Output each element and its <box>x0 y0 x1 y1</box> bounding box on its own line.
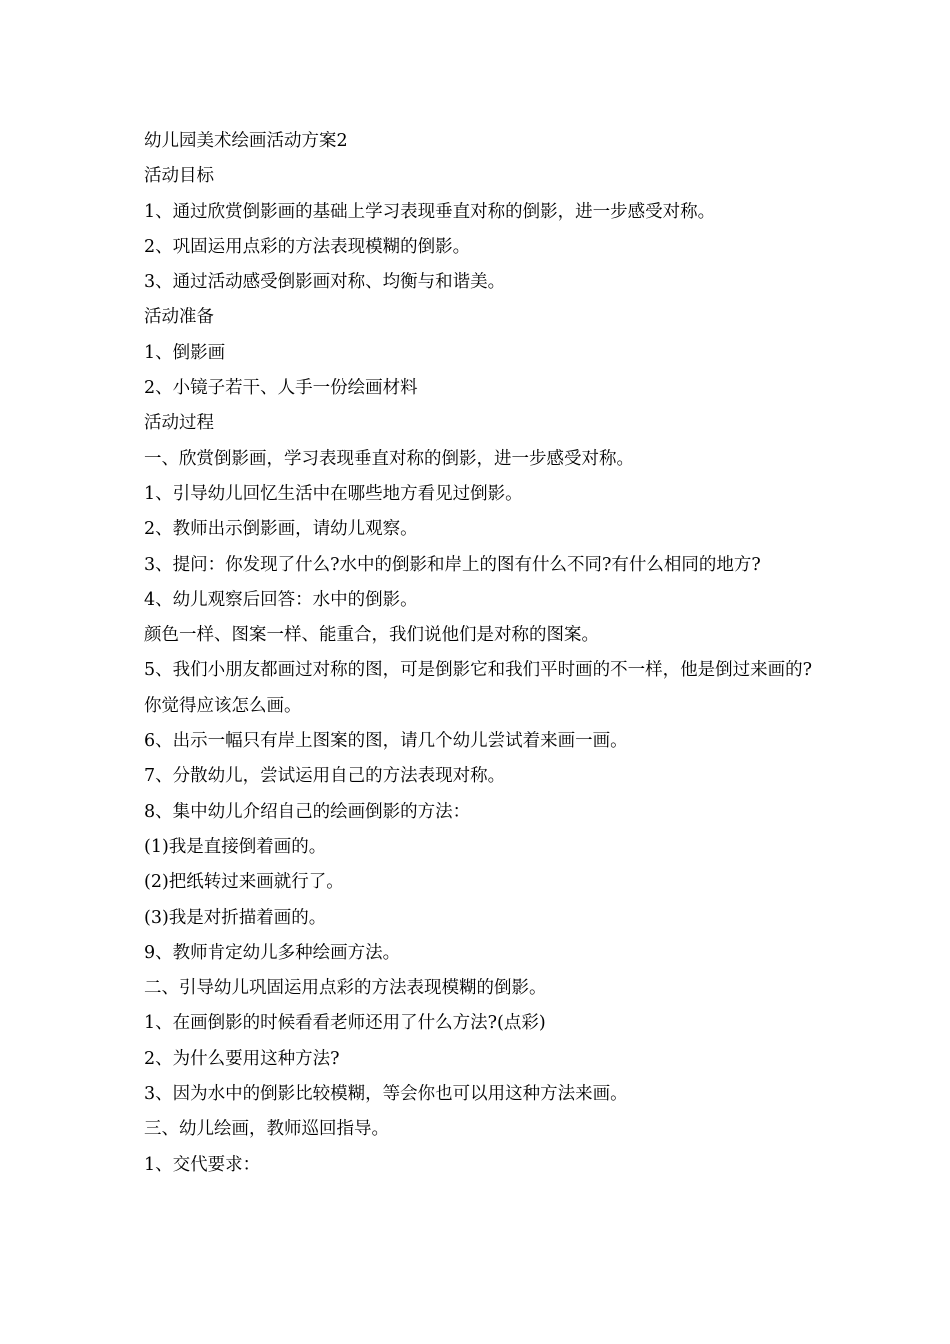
paragraph: 1、通过欣赏倒影画的基础上学习表现垂直对称的倒影，进一步感受对称。 <box>144 201 716 222</box>
paragraph: 1、在画倒影的时候看看老师还用了什么方法?(点彩) <box>144 1013 546 1034</box>
paragraph: 2、小镜子若干、人手一份绘画材料 <box>144 378 418 399</box>
paragraph: 1、引导幼儿回忆生活中在哪些地方看见过倒影。 <box>144 483 523 504</box>
paragraph: 7、分散幼儿，尝试运用自己的方法表现对称。 <box>144 766 506 787</box>
paragraph: 8、集中幼儿介绍自己的绘画倒影的方法： <box>144 801 471 822</box>
section-heading-goals: 活动目标 <box>144 166 214 187</box>
document-body <box>144 124 824 1183</box>
paragraph: 3、提问：你发现了什么?水中的倒影和岸上的图有什么不同?有什么相同的地方? <box>144 554 761 575</box>
paragraph: 4、幼儿观察后回答：水中的倒影。 <box>144 589 418 610</box>
paragraph: 一、欣赏倒影画，学习表现垂直对称的倒影，进一步感受对称。 <box>144 448 634 469</box>
paragraph: 二、引导幼儿巩固运用点彩的方法表现模糊的倒影。 <box>144 978 547 999</box>
section-heading-preparation: 活动准备 <box>144 307 214 328</box>
document-title: 幼儿园美术绘画活动方案2 <box>144 131 348 151</box>
paragraph: 2、教师出示倒影画，请幼儿观察。 <box>144 519 418 540</box>
paragraph: 2、巩固运用点彩的方法表现模糊的倒影。 <box>144 236 471 257</box>
paragraph: 1、倒影画 <box>144 342 226 363</box>
paragraph: 9、教师肯定幼儿多种绘画方法。 <box>144 942 401 963</box>
paragraph: 1、交代要求： <box>144 1154 261 1175</box>
paragraph: 3、通过活动感受倒影画对称、均衡与和谐美。 <box>144 272 506 293</box>
section-heading-process: 活动过程 <box>144 413 214 434</box>
paragraph: (3)我是对折描着画的。 <box>144 907 327 928</box>
paragraph: (2)把纸转过来画就行了。 <box>144 872 344 893</box>
paragraph: (1)我是直接倒着画的。 <box>144 836 327 857</box>
paragraph: 三、幼儿绘画，教师巡回指导。 <box>144 1119 389 1140</box>
paragraph: 6、出示一幅只有岸上图案的图，请几个幼儿尝试着来画一画。 <box>144 731 628 752</box>
paragraph: 你觉得应该怎么画。 <box>144 695 302 716</box>
paragraph: 2、为什么要用这种方法? <box>144 1048 340 1069</box>
paragraph: 颜色一样、图案一样、能重合，我们说他们是对称的图案。 <box>144 625 599 646</box>
paragraph: 3、因为水中的倒影比较模糊，等会你也可以用这种方法来画。 <box>144 1084 628 1105</box>
paragraph: 5、我们小朋友都画过对称的图，可是倒影它和我们平时画的不一样，他是倒过来画的? <box>144 660 813 681</box>
